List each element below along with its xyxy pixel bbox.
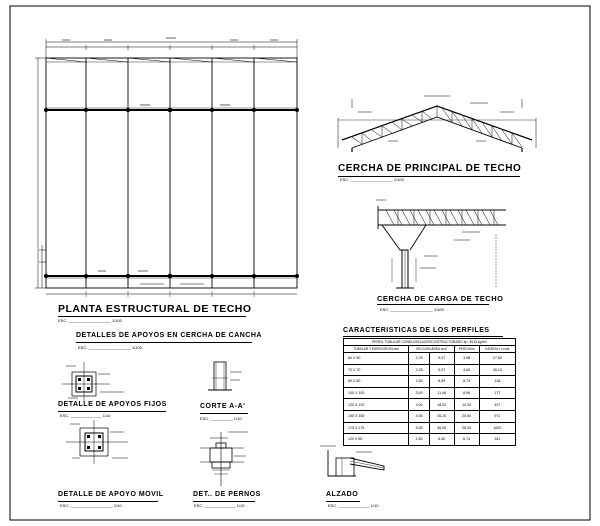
bolts-title-underline	[193, 501, 255, 502]
load-truss-elevation	[376, 200, 506, 288]
header-area: SECCION AREA cm2	[409, 346, 454, 353]
roof-plan-title-underline	[58, 316, 246, 317]
section-scale: ESC. __________ 1/10	[200, 416, 242, 421]
table-row: 120 X 60 2,50 6,50 6,74 181	[344, 434, 516, 446]
load-truss-title-underline	[377, 304, 489, 305]
table-row: 155 X 155 4,50 26,20 20,60 971	[344, 410, 516, 422]
elevation-title: ALZADO	[326, 491, 359, 498]
fixed-support-title: DETALLE DE APOYOS FIJOS	[58, 401, 167, 408]
profiles-title: CARACTERISTICAS DE LOS PERFILES	[343, 327, 490, 334]
roof-plan-scale: ESC. ___________________ 1/100	[58, 318, 122, 323]
section-a-a	[208, 362, 242, 390]
elevation-detail	[320, 446, 384, 476]
support-details-title: DETALLES DE APOYOS EN CERCHA DE CANCHA	[76, 332, 262, 339]
section-title-underline	[200, 413, 248, 414]
table-row: 60 X 60 2,25 5,07 3,98 27,80	[344, 353, 516, 365]
main-truss-title: CERCHA DE PRINCIPAL DE TECHO	[338, 163, 522, 174]
load-truss-title: CERCHA DE CARGA DE TECHO	[377, 294, 504, 303]
support-details-scale: ESC. ___________________ 1/100	[78, 345, 142, 350]
moving-support-detail	[66, 420, 128, 464]
support-details-title-underline	[76, 342, 252, 343]
bolts-scale: ESC. ______________ 1/10	[194, 503, 245, 508]
table-row: 70 X 70 2,25 5,97 4,69 45,10	[344, 364, 516, 376]
header-tubular: TUBULAR Y ESPESOR EN mm	[344, 346, 409, 353]
roof-plan-title: PLANTA ESTRUCTURAL DE TECHO	[58, 303, 252, 315]
table-note: PERFIL TUBULAR CONDUVEN ACERO ESTRUCTURADO fy= 3515 kg/m2	[344, 339, 516, 346]
load-truss-scale: ESC. ___________________ 1/100	[380, 307, 444, 312]
moving-support-title-underline	[58, 501, 158, 502]
section-title: CORTE A-A'	[200, 403, 246, 410]
elevation-title-underline	[326, 501, 360, 502]
roof-plan-drawing	[35, 38, 299, 297]
table-row: 80 X 80 2,50 8,59 6,74 138	[344, 376, 516, 388]
main-truss-elevation	[338, 96, 536, 152]
profiles-title-underline	[343, 336, 503, 337]
header-inercia: INERCIA I x cm4	[479, 346, 515, 353]
table-row: 175 X 175 5,50 36,00 28,20 1620	[344, 422, 516, 434]
table-row: 100 X 100 3,00 11,46 8,96 177	[344, 387, 516, 399]
header-peso: PESO kf/m	[454, 346, 479, 353]
table-row: 120 X 120 4,00 18,20 14,30 407	[344, 399, 516, 411]
fixed-support-title-underline	[58, 411, 166, 412]
bolts-title: DET.. DE PERNOS	[193, 491, 261, 498]
bolt-detail	[200, 432, 248, 486]
elevation-scale: ESC. ______________ 1/10	[328, 503, 379, 508]
fixed-support-scale: ESC. ______________ 1/10	[60, 413, 111, 418]
profiles-table	[343, 338, 516, 446]
moving-support-scale: ESC. ___________________ 1/10	[60, 503, 122, 508]
fixed-support-detail	[62, 362, 124, 402]
main-truss-scale: ESC. ___________________ 1/100	[340, 177, 404, 182]
moving-support-title: DETALLE DE APOYO MOVIL	[58, 491, 164, 498]
